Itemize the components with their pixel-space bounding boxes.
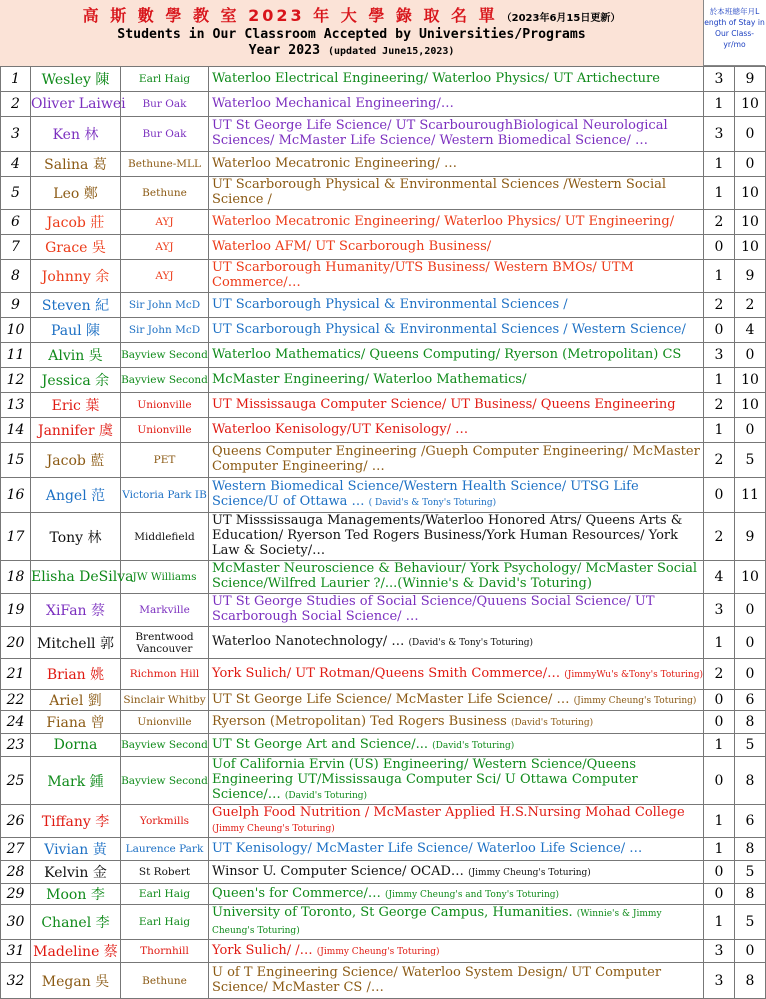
programs-text: UT St George Life Science/ McMaster Life Science/ … bbox=[212, 691, 570, 707]
school-name: AYJ bbox=[121, 235, 209, 260]
school-name: Sir John McD bbox=[121, 293, 209, 318]
row-number: 4 bbox=[1, 152, 31, 177]
programs-text: Guelph Food Nutrition / McMaster Applied H.S.Nursing Mohad College bbox=[212, 805, 685, 820]
program-list bbox=[209, 443, 704, 478]
row-number: 18 bbox=[1, 561, 31, 594]
program-list bbox=[209, 318, 704, 343]
school-name: Sinclair Whitby bbox=[121, 690, 209, 711]
stay-years: 0 bbox=[704, 711, 735, 734]
school-name: JW Williams bbox=[121, 561, 209, 594]
stay-months: 10 bbox=[735, 368, 766, 393]
student-name: Eric 葉 bbox=[31, 393, 121, 418]
stay-years: 0 bbox=[704, 235, 735, 260]
programs-text: Western Biomedical Science/Western Health Science/ UTSG Life Science/U of Ottawa … bbox=[212, 479, 639, 509]
program-list bbox=[209, 711, 704, 734]
row-number: 2 bbox=[1, 92, 31, 117]
program-list bbox=[209, 67, 704, 92]
table-row bbox=[1, 293, 766, 318]
stay-years: 1 bbox=[704, 92, 735, 117]
stay-years: 0 bbox=[704, 861, 735, 884]
table-row bbox=[1, 861, 766, 884]
school-name: Richmon Hill bbox=[121, 659, 209, 690]
programs-text: Waterloo Kenisology/UT Kenisology/ … bbox=[212, 421, 469, 437]
row-number: 16 bbox=[1, 478, 31, 513]
stay-months: 6 bbox=[735, 690, 766, 711]
stay-months: 10 bbox=[735, 561, 766, 594]
stay-years: 3 bbox=[704, 67, 735, 92]
table-row bbox=[1, 940, 766, 963]
program-list bbox=[209, 92, 704, 117]
student-name: Salina 葛 bbox=[31, 152, 121, 177]
table-row bbox=[1, 418, 766, 443]
stay-years: 0 bbox=[704, 478, 735, 513]
programs-text: Uof California Ervin (US) Engineering/ Western Science/Queens Engineering UT/Mississauga Computer Sci/ U Ottawa Computer Science/… bbox=[212, 757, 638, 802]
stay-years: 0 bbox=[704, 884, 735, 905]
school-name: St Robert bbox=[121, 861, 209, 884]
row-number: 26 bbox=[1, 805, 31, 838]
update-note: (updated June15,2023) bbox=[327, 46, 455, 57]
programs-text: York Sulich/ /… bbox=[212, 942, 313, 958]
student-name: Jacob 藍 bbox=[31, 443, 121, 478]
stay-months: 9 bbox=[735, 67, 766, 92]
table-row bbox=[1, 513, 766, 561]
stay-years: 1 bbox=[704, 905, 735, 940]
stay-months: 10 bbox=[735, 210, 766, 235]
school-name: Markville bbox=[121, 594, 209, 627]
school-name: PET bbox=[121, 443, 209, 478]
row-number: 9 bbox=[1, 293, 31, 318]
student-name: Tony 林 bbox=[31, 513, 121, 561]
stay-years: 0 bbox=[704, 690, 735, 711]
program-list bbox=[209, 861, 704, 884]
row-number: 10 bbox=[1, 318, 31, 343]
stay-months: 2 bbox=[735, 293, 766, 318]
tutoring-note: (Jimmy Cheung's and Tony's Toturing) bbox=[384, 889, 560, 900]
stay-months: 5 bbox=[735, 443, 766, 478]
title-chinese: 高 斯 數 學 教 室 2023 年 大 學 錄 取 名 單 （2023年6月15日更新） bbox=[82, 6, 621, 25]
table-row bbox=[1, 152, 766, 177]
row-number: 8 bbox=[1, 260, 31, 293]
stay-months: 0 bbox=[735, 418, 766, 443]
table-row bbox=[1, 318, 766, 343]
programs-text: Waterloo Mathematics/ Queens Computing/ Ryerson (Metropolitan) CS bbox=[212, 346, 682, 362]
stay-months: 5 bbox=[735, 905, 766, 940]
program-list bbox=[209, 963, 704, 999]
table-row bbox=[1, 734, 766, 757]
stay-years: 4 bbox=[704, 561, 735, 594]
student-name: Johnny 余 bbox=[31, 260, 121, 293]
tutoring-note: (David's & Tony's Toturing) bbox=[408, 638, 534, 648]
title-english: Students in Our Classroom Accepted by Universities/Programs bbox=[117, 27, 586, 42]
student-name: Madeline 蔡 bbox=[31, 940, 121, 963]
stay-months: 8 bbox=[735, 711, 766, 734]
year-line bbox=[0, 43, 703, 58]
table-row bbox=[1, 561, 766, 594]
programs-text: U of T Engineering Science/ Waterloo System Design/ UT Computer Science/ McMaster CS /… bbox=[212, 964, 662, 995]
student-name: Mitchell 郭 bbox=[31, 627, 121, 659]
program-list bbox=[209, 594, 704, 627]
school-name: Bur Oak bbox=[121, 117, 209, 152]
tutoring-note: (Jimmy Cheung's Toturing) bbox=[316, 946, 440, 957]
stay-years: 3 bbox=[704, 343, 735, 368]
table-row bbox=[1, 235, 766, 260]
row-number: 22 bbox=[1, 690, 31, 711]
program-list bbox=[209, 478, 704, 513]
row-number: 20 bbox=[1, 627, 31, 659]
student-name: Kelvin 金 bbox=[31, 861, 121, 884]
table-row bbox=[1, 92, 766, 117]
programs-text: UT Kenisology/ McMaster Life Science/ Waterloo Life Science/ … bbox=[212, 840, 643, 856]
school-name: Earl Haig bbox=[121, 905, 209, 940]
stay-years: 2 bbox=[704, 293, 735, 318]
program-list bbox=[209, 418, 704, 443]
programs-text: McMaster Neuroscience & Behaviour/ York Psychology/ McMaster Social Science/Wilfred Laurier ?/...(Winnie's & David's Toturing) bbox=[212, 561, 698, 591]
row-number: 7 bbox=[1, 235, 31, 260]
student-name: Moon 李 bbox=[31, 884, 121, 905]
stay-months: 10 bbox=[735, 393, 766, 418]
stay-years: 3 bbox=[704, 940, 735, 963]
student-name: Paul 陳 bbox=[31, 318, 121, 343]
programs-text: Winsor U. Computer Science/ OCAD… bbox=[212, 863, 464, 879]
stay-months: 10 bbox=[735, 92, 766, 117]
program-list bbox=[209, 152, 704, 177]
student-name: Jacob 莊 bbox=[31, 210, 121, 235]
school-name: Bethune bbox=[121, 177, 209, 210]
student-name: Wesley 陳 bbox=[31, 67, 121, 92]
school-name: Sir John McD bbox=[121, 318, 209, 343]
stay-months: 8 bbox=[735, 963, 766, 999]
stay-months: 8 bbox=[735, 838, 766, 861]
tutoring-note: (David's Toturing) bbox=[284, 791, 368, 801]
row-number: 17 bbox=[1, 513, 31, 561]
student-name: Chanel 李 bbox=[31, 905, 121, 940]
school-name: Bayview Second bbox=[121, 734, 209, 757]
row-number: 30 bbox=[1, 905, 31, 940]
table-row bbox=[1, 594, 766, 627]
stay-years: 1 bbox=[704, 177, 735, 210]
stay-years: 1 bbox=[704, 260, 735, 293]
programs-text: Waterloo Electrical Engineering/ Waterloo Physics/ UT Artichecture bbox=[212, 70, 660, 86]
school-name: Unionville bbox=[121, 393, 209, 418]
stay-years: 1 bbox=[704, 627, 735, 659]
table-row bbox=[1, 368, 766, 393]
stay-months: 5 bbox=[735, 734, 766, 757]
school-name: Bethune-MLL bbox=[121, 152, 209, 177]
programs-text: UT Scarborough Humanity/UTS Business/ Western BMOs/ UTM Commerce/… bbox=[212, 260, 634, 290]
program-list bbox=[209, 393, 704, 418]
row-number: 24 bbox=[1, 711, 31, 734]
program-list bbox=[209, 260, 704, 293]
stay-months: 0 bbox=[735, 117, 766, 152]
tutoring-note: (Jimmy Cheung's Toturing) bbox=[468, 867, 591, 878]
student-name: Grace 吳 bbox=[31, 235, 121, 260]
table-row bbox=[1, 117, 766, 152]
tutoring-note: (Jimmy Cheung's Toturing) bbox=[212, 824, 335, 834]
student-name: Fiana 曾 bbox=[31, 711, 121, 734]
student-name: Steven 紀 bbox=[31, 293, 121, 318]
row-number: 23 bbox=[1, 734, 31, 757]
student-name: Tiffany 李 bbox=[31, 805, 121, 838]
program-list bbox=[209, 561, 704, 594]
row-number: 11 bbox=[1, 343, 31, 368]
student-name: Leo 鄭 bbox=[31, 177, 121, 210]
school-name: Unionville bbox=[121, 711, 209, 734]
header-banner bbox=[0, 0, 703, 67]
programs-text: UT St George Studies of Social Science/Quuens Social Science/ UT Scarborough Social Science/ … bbox=[212, 594, 655, 624]
programs-text: Waterloo Nanotechnology/ … bbox=[212, 634, 405, 649]
table-row bbox=[1, 343, 766, 368]
programs-text: University of Toronto, St George Campus, Humanities. bbox=[212, 905, 573, 920]
students-table bbox=[0, 66, 766, 999]
table-row bbox=[1, 805, 766, 838]
school-name: Middlefield bbox=[121, 513, 209, 561]
row-number: 6 bbox=[1, 210, 31, 235]
table-row bbox=[1, 393, 766, 418]
table-row bbox=[1, 210, 766, 235]
programs-text: Waterloo Mecatronic Engineering/ Waterloo Physics/ UT Engineering/ bbox=[212, 213, 675, 229]
student-name: Megan 吳 bbox=[31, 963, 121, 999]
stay-months: 10 bbox=[735, 235, 766, 260]
stay-years: 2 bbox=[704, 513, 735, 561]
student-name: Elisha DeSilva bbox=[31, 561, 121, 594]
stay-months: 0 bbox=[735, 627, 766, 659]
row-number: 13 bbox=[1, 393, 31, 418]
tutoring-note: (JimmyWu's &Tony's Toturing) bbox=[564, 669, 703, 680]
table-row bbox=[1, 443, 766, 478]
program-list bbox=[209, 734, 704, 757]
program-list bbox=[209, 940, 704, 963]
school-name: Bethune bbox=[121, 963, 209, 999]
stay-years: 3 bbox=[704, 117, 735, 152]
stay-years: 2 bbox=[704, 393, 735, 418]
programs-text: McMaster Engineering/ Waterloo Mathematics/ bbox=[212, 371, 527, 387]
stay-years: 3 bbox=[704, 963, 735, 999]
programs-text: UT Scarborough Physical & Environmental Sciences / bbox=[212, 296, 568, 312]
school-name: Bayview Second bbox=[121, 343, 209, 368]
table-row bbox=[1, 757, 766, 805]
school-name: Yorkmills bbox=[121, 805, 209, 838]
programs-text: Queens Computer Engineering /Gueph Computer Engineering/ McMaster Computer Engineering/ … bbox=[212, 444, 700, 474]
stay-months: 10 bbox=[735, 177, 766, 210]
row-number: 21 bbox=[1, 659, 31, 690]
title-chinese-note: （2023年6月15日更新） bbox=[501, 13, 621, 24]
stay-years: 1 bbox=[704, 734, 735, 757]
school-name: AYJ bbox=[121, 210, 209, 235]
programs-text: UT Scarborough Physical & Environmental Sciences /Western Social Science / bbox=[212, 177, 667, 207]
programs-text: York Sulich/ UT Rotman/Queens Smith Commerce/… bbox=[212, 665, 561, 681]
length-of-stay-header: 於本班總年月L ength of Stay in Our Class-yr/mo bbox=[703, 0, 765, 66]
table-row bbox=[1, 905, 766, 940]
program-list bbox=[209, 343, 704, 368]
row-number: 19 bbox=[1, 594, 31, 627]
stay-years: 3 bbox=[704, 594, 735, 627]
table-row bbox=[1, 838, 766, 861]
program-list bbox=[209, 627, 704, 659]
programs-text: UT Scarborough Physical & Environmental Sciences / Western Science/ bbox=[212, 321, 686, 337]
table-row bbox=[1, 260, 766, 293]
stay-years: 1 bbox=[704, 418, 735, 443]
programs-text: UT Mississauga Computer Science/ UT Business/ Queens Engineering bbox=[212, 396, 676, 412]
row-number: 12 bbox=[1, 368, 31, 393]
row-number: 31 bbox=[1, 940, 31, 963]
programs-text: Waterloo Mecatronic Engineering/ … bbox=[212, 155, 457, 171]
tutoring-note: (David's Toturing) bbox=[510, 717, 594, 728]
table-row bbox=[1, 963, 766, 999]
stay-months: 0 bbox=[735, 940, 766, 963]
tutoring-note: (Jimmy Cheung's Toturing) bbox=[573, 695, 697, 706]
program-list bbox=[209, 884, 704, 905]
programs-text: UT Misssissauga Managements/Waterloo Honored Atrs/ Queens Arts & Education/ Ryerson Ted Rogers Business/York Human Resources/ York Law & Society/… bbox=[212, 513, 683, 558]
stay-years: 1 bbox=[704, 152, 735, 177]
stay-months: 11 bbox=[735, 478, 766, 513]
student-name: Alvin 吳 bbox=[31, 343, 121, 368]
table-row bbox=[1, 711, 766, 734]
stay-years: 1 bbox=[704, 368, 735, 393]
program-list bbox=[209, 659, 704, 690]
programs-text: Waterloo Mechanical Engineering/… bbox=[212, 95, 454, 111]
row-number: 3 bbox=[1, 117, 31, 152]
program-list bbox=[209, 293, 704, 318]
school-name: Laurence Park bbox=[121, 838, 209, 861]
school-name: Bayview Second bbox=[121, 368, 209, 393]
school-name: Earl Haig bbox=[121, 67, 209, 92]
school-name: Bur Oak bbox=[121, 92, 209, 117]
stay-months: 0 bbox=[735, 594, 766, 627]
program-list bbox=[209, 117, 704, 152]
stay-years: 2 bbox=[704, 443, 735, 478]
program-list bbox=[209, 368, 704, 393]
row-number: 25 bbox=[1, 757, 31, 805]
table-row bbox=[1, 478, 766, 513]
row-number: 29 bbox=[1, 884, 31, 905]
programs-text: Waterloo AFM/ UT Scarborough Business/ bbox=[212, 238, 492, 254]
stay-years: 1 bbox=[704, 838, 735, 861]
stay-months: 8 bbox=[735, 757, 766, 805]
stay-years: 1 bbox=[704, 805, 735, 838]
tutoring-note: (David's Toturing) bbox=[432, 740, 515, 751]
stay-months: 9 bbox=[735, 260, 766, 293]
program-list bbox=[209, 210, 704, 235]
school-name: Thornhill bbox=[121, 940, 209, 963]
student-name: Oliver Laiwei bbox=[31, 92, 121, 117]
program-list bbox=[209, 805, 704, 838]
student-name: Dorna bbox=[31, 734, 121, 757]
year-label: Year 2023 bbox=[248, 43, 321, 58]
student-name: Angel 范 bbox=[31, 478, 121, 513]
student-name: Mark 鍾 bbox=[31, 757, 121, 805]
school-name: AYJ bbox=[121, 260, 209, 293]
student-name: Vivian 黃 bbox=[31, 838, 121, 861]
program-list bbox=[209, 838, 704, 861]
table-row bbox=[1, 659, 766, 690]
program-list bbox=[209, 690, 704, 711]
student-name: Ken 林 bbox=[31, 117, 121, 152]
row-number: 32 bbox=[1, 963, 31, 999]
program-list bbox=[209, 513, 704, 561]
table-row bbox=[1, 884, 766, 905]
table-row bbox=[1, 177, 766, 210]
table-row bbox=[1, 690, 766, 711]
row-number: 5 bbox=[1, 177, 31, 210]
student-name: Jessica 余 bbox=[31, 368, 121, 393]
school-name: Bayview Second bbox=[121, 757, 209, 805]
program-list bbox=[209, 235, 704, 260]
stay-months: 0 bbox=[735, 659, 766, 690]
stay-months: 4 bbox=[735, 318, 766, 343]
programs-text: UT St George Life Science/ UT ScarbouroughBiological Neurological Sciences/ McMaster Life Science/ Western Biomedical Science/ … bbox=[212, 118, 668, 148]
stay-months: 5 bbox=[735, 861, 766, 884]
stay-years: 2 bbox=[704, 659, 735, 690]
stay-years: 0 bbox=[704, 318, 735, 343]
row-number: 27 bbox=[1, 838, 31, 861]
stay-months: 9 bbox=[735, 513, 766, 561]
stay-months: 6 bbox=[735, 805, 766, 838]
row-number: 15 bbox=[1, 443, 31, 478]
school-name: Unionville bbox=[121, 418, 209, 443]
program-list bbox=[209, 905, 704, 940]
stay-months: 8 bbox=[735, 884, 766, 905]
student-name: Ariel 劉 bbox=[31, 690, 121, 711]
programs-text: Queen's for Commerce/… bbox=[212, 885, 381, 901]
student-name: XiFan 蔡 bbox=[31, 594, 121, 627]
school-name: Brentwood Vancouver bbox=[121, 627, 209, 659]
table-row bbox=[1, 627, 766, 659]
student-name: Jannifer 虞 bbox=[31, 418, 121, 443]
row-number: 14 bbox=[1, 418, 31, 443]
program-list bbox=[209, 757, 704, 805]
school-name: Victoria Park IB bbox=[121, 478, 209, 513]
stay-years: 2 bbox=[704, 210, 735, 235]
student-name: Brian 姚 bbox=[31, 659, 121, 690]
program-list bbox=[209, 177, 704, 210]
table-row bbox=[1, 67, 766, 92]
row-number: 28 bbox=[1, 861, 31, 884]
stay-months: 0 bbox=[735, 343, 766, 368]
stay-months: 0 bbox=[735, 152, 766, 177]
school-name: Earl Haig bbox=[121, 884, 209, 905]
programs-text: UT St George Art and Science/... bbox=[212, 736, 428, 752]
row-number: 1 bbox=[1, 67, 31, 92]
stay-years: 0 bbox=[704, 757, 735, 805]
tutoring-note: ( David's & Tony's Toturing) bbox=[368, 498, 497, 508]
programs-text: Ryerson (Metropolitan) Ted Rogers Business bbox=[212, 713, 507, 729]
tutoring-note: (Winnie's & Jimmy Cheung's Toturing) bbox=[212, 909, 662, 936]
